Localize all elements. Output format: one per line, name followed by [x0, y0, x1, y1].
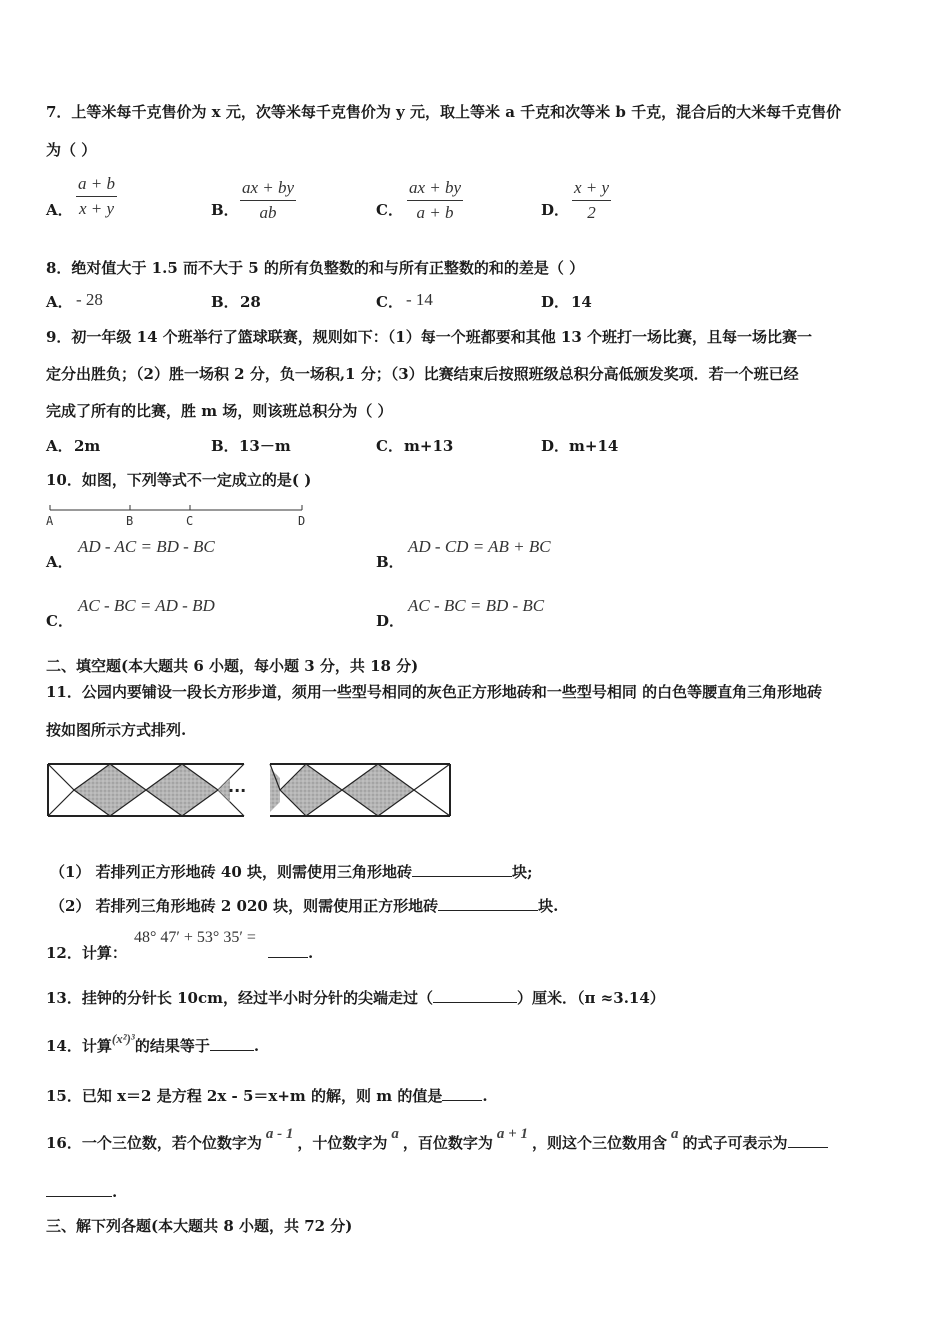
q13-text: 13．挂钟的分针长 10cm，经过半小时分针的尖端走过（ [46, 989, 433, 1007]
q13 [46, 988, 665, 1008]
q16-text-4: ，则这个三位数用含 [531, 1134, 667, 1152]
q7-option-b-denominator: ab [259, 203, 277, 222]
q7-option-b-numerator: ax + by [240, 178, 296, 201]
point-label-b: B [126, 514, 134, 528]
q7-option-d-fraction [572, 178, 611, 223]
q7-option-d-denominator: 2 [587, 203, 596, 222]
point-label-a: A [46, 514, 54, 528]
section-3-heading: 三、解下列各题(本大题共 8 小题，共 72 分) [46, 1217, 353, 1235]
gray-square-tile [280, 764, 342, 816]
q14-answer-blank[interactable] [210, 1050, 254, 1051]
q16-text-1: 16．一个三位数，若个位数字为 [46, 1134, 262, 1152]
q7-stem-line2: 为（ ） [46, 141, 97, 159]
point-label-c: C [186, 514, 194, 528]
q12-prefix: 12．计算： [46, 944, 127, 962]
q13-text-tail: ）厘米．（π ≈3.14） [516, 989, 665, 1007]
q10-option-d-expr: AC - BC = BD - BC [408, 596, 545, 615]
q8-option-a-value: - 28 [76, 290, 103, 309]
q8-option-c-value: - 14 [406, 290, 433, 309]
q16-expr-tens: a [391, 1126, 399, 1142]
q9-option-c-value: m+13 [404, 437, 454, 455]
q11-sub2-answer-blank[interactable] [438, 910, 538, 911]
q8-option-c-label: C． [376, 293, 403, 311]
q16-answer-blank-part1[interactable] [788, 1147, 828, 1148]
q16-line1 [46, 1126, 828, 1154]
section-2-heading: 二、填空题(本大题共 6 小题，每小题 3 分，共 18 分) [46, 657, 419, 675]
q10-option-c-label: C． [46, 612, 73, 630]
q10-option-a-expr: AD - AC = BD - BC [78, 537, 215, 556]
q9-option-d-label: D． [541, 437, 570, 455]
q10-stem: 10．如图，下列等式不一定成立的是( ) [46, 471, 312, 489]
q15 [46, 1086, 488, 1106]
q10-option-d-label: D． [376, 612, 405, 630]
gray-square-tile [146, 764, 218, 816]
q7-option-a-denominator: x + y [78, 199, 115, 218]
q12-period: . [308, 944, 314, 962]
q9-option-c-label: C． [376, 437, 403, 455]
ellipsis-dots: ··· [228, 781, 247, 800]
q14-prefix: 14．计算 [46, 1037, 112, 1055]
q16-line2 [46, 1182, 117, 1202]
q16-expr-units: a - 1 [265, 1126, 294, 1142]
q8-option-b-value: 28 [240, 293, 261, 311]
q9-option-a-value: 2m [74, 437, 101, 455]
q16-answer-blank-part2[interactable] [46, 1196, 112, 1197]
q9-option-d-value: m+14 [569, 437, 619, 455]
q16-text-5: 的式子可表示为 [682, 1134, 788, 1152]
q16-period: . [112, 1183, 118, 1201]
q9-option-a-label: A． [46, 437, 73, 455]
q7-option-d-numerator: x + y [572, 178, 611, 201]
q16-expr-hundreds: a + 1 [496, 1126, 528, 1142]
q10-option-a-label: A． [46, 553, 73, 571]
q14-expression: (x²)³ [111, 1031, 135, 1046]
q15-answer-blank[interactable] [442, 1100, 482, 1101]
q12-answer-blank[interactable] [268, 957, 308, 958]
q16-text-2: ，十位数字为 [297, 1134, 388, 1152]
q10-line-segment-figure [44, 500, 314, 530]
q7-option-a-label: A． [46, 201, 73, 219]
q11-stem-line2: 按如图所示方式排列. [46, 721, 187, 739]
gray-square-tile [342, 764, 414, 816]
q11-sub2-unit: 块. [538, 897, 559, 915]
q16-expr-a: a [671, 1126, 679, 1142]
q8-option-d-value: 14 [571, 293, 592, 311]
q13-answer-blank[interactable] [433, 1002, 517, 1003]
q7-option-c-fraction [407, 178, 463, 223]
q10-option-b-label: B． [376, 553, 404, 571]
point-label-d: D [298, 514, 306, 528]
gray-square-tile [74, 764, 146, 816]
tile-strip-left [48, 764, 247, 816]
q9-stem-line1: 9．初一年级 14 个班举行了篮球联赛，规则如下：（1）每一个班都要和其他 13 个班打一场比赛，且每一场比赛一 [46, 328, 813, 346]
q11-sub1 [50, 862, 533, 882]
q11-sub1-answer-blank[interactable] [412, 876, 512, 877]
q15-period: . [482, 1087, 488, 1105]
q9-stem-line2: 定分出胜负；（2）胜一场积 2 分，负一场积,1 分；（3）比赛结束后按照班级总积分高低颁发奖项．若一个班已经 [46, 365, 799, 383]
q7-option-c-numerator: ax + by [407, 178, 463, 201]
q8-option-b-label: B． [211, 293, 239, 311]
q7-stem-line1: 7．上等米每千克售价为 x 元，次等米每千克售价为 y 元，取上等米 a 千克和次等米 b 千克，混合后的大米每千克售价 [46, 103, 842, 121]
q8-option-a-label: A． [46, 293, 73, 311]
q11-sub2-text: （2） 若排列三角形地砖 2 020 块，则需使用正方形地砖 [50, 897, 439, 915]
q7-option-d-label: D． [541, 201, 570, 219]
q7-option-c-label: C． [376, 201, 403, 219]
q7-option-b-label: B． [211, 201, 239, 219]
q14-text: 的结果等于 [134, 1037, 210, 1055]
q7-option-b-fraction [240, 178, 296, 223]
q10-option-c-expr: AC - BC = AD - BD [78, 596, 215, 615]
q9-option-b-value: 13－m [239, 437, 291, 455]
q8-option-d-label: D． [541, 293, 570, 311]
q11-sub2 [50, 896, 558, 916]
q12-expression: 48° 47′ + 53° 35′ = [134, 929, 256, 946]
q14 [46, 1031, 260, 1057]
q11-stem-line1: 11．公园内要铺设一段长方形步道，须用一些型号相同的灰色正方形地砖和一些型号相同 的白色等腰直角三角形地砖 [46, 683, 823, 701]
q7-option-a-numerator: a + b [76, 174, 117, 197]
tile-strip-right [270, 764, 450, 816]
q7-option-c-denominator: a + b [416, 203, 454, 222]
q16-text-3: ，百位数字为 [402, 1134, 493, 1152]
q15-text: 15．已知 x＝2 是方程 2x - 5＝x+m 的解，则 m 的值是 [46, 1087, 443, 1105]
q11-tile-pattern-figure [44, 758, 464, 824]
q11-sub1-unit: 块; [511, 863, 533, 881]
q11-sub1-text: （1） 若排列正方形地砖 40 块，则需使用三角形地砖 [50, 863, 412, 881]
q8-stem: 8．绝对值大于 1.5 而不大于 5 的所有负整数的和与所有正整数的和的差是（ ） [46, 259, 585, 277]
q7-option-a-fraction [76, 174, 117, 219]
q9-option-b-label: B． [211, 437, 239, 455]
q12-answer [268, 943, 313, 963]
q10-option-b-expr: AD - CD = AB + BC [408, 537, 551, 556]
q14-period: . [253, 1037, 260, 1055]
q9-stem-line3: 完成了所有的比赛，胜 m 场，则该班总积分为（ ） [46, 402, 393, 420]
